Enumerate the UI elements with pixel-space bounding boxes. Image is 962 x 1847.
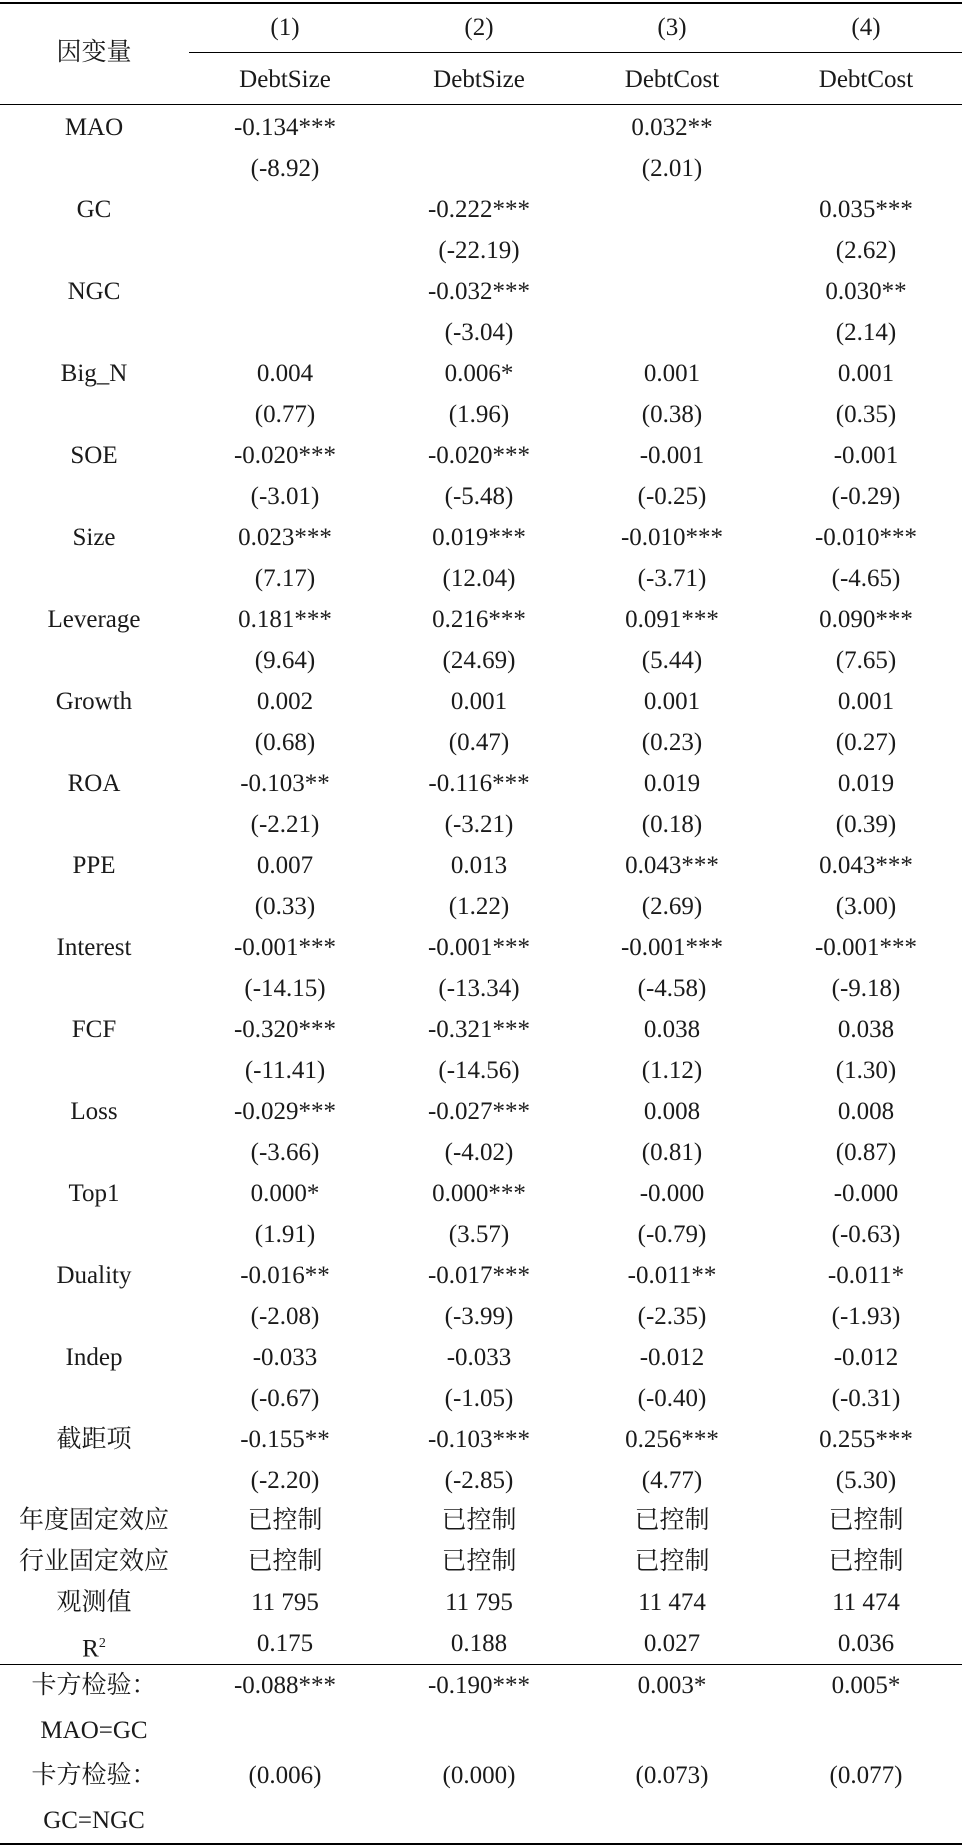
coef-value: 0.013 [450,852,508,879]
t-stat-value: (0.77) [254,401,316,428]
col-name: DebtCost [818,66,914,93]
t-stat-value: (-3.66) [250,1139,320,1166]
t-stat-value: (-4.02) [444,1139,514,1166]
t-stat-value: (-14.15) [244,975,326,1002]
t-stat-value: (0.33) [254,893,316,920]
coef-value: -0.103** [240,770,330,797]
test-value: (0.077) [829,1762,903,1789]
coef-value: -0.320*** [233,1016,337,1043]
coef-value: -0.012 [639,1344,705,1371]
t-stat-value: (-2.85) [444,1467,514,1494]
stat-label: 观测值 [56,1589,132,1616]
coef-value: -0.000 [833,1180,899,1207]
t-stat-value: (-3.99) [444,1303,514,1330]
t-stat-value: (-3.01) [250,483,320,510]
stat-value: 11 795 [251,1589,319,1616]
test-label: 卡方检验： [31,1672,157,1699]
coef-value: 0.000* [250,1180,320,1207]
t-stat-value: (-22.19) [438,237,520,264]
t-stat-value: (-8.92) [250,155,320,182]
stat-value: 已控制 [828,1507,904,1534]
coef-value: -0.155** [240,1426,330,1453]
test-value: -0.190*** [427,1672,531,1699]
t-stat-value: (9.64) [254,647,316,674]
stat-value: 0.188 [450,1630,508,1657]
row-label: Duality [56,1262,132,1289]
coef-value: -0.222*** [427,196,531,223]
test-label-hypothesis: GC=NGC [43,1807,145,1834]
header-mid-rule [189,52,962,53]
coef-value: 0.019 [837,770,895,797]
test-value: (0.073) [635,1762,709,1789]
coef-value: 0.001 [837,688,895,715]
t-stat-value: (-0.25) [637,483,707,510]
t-stat-value: (24.69) [442,647,516,674]
coef-value: 0.001 [837,360,895,387]
coef-value: 0.038 [837,1016,895,1043]
coef-value: -0.017*** [427,1262,531,1289]
t-stat-value: (-4.65) [831,565,901,592]
t-stat-value: (2.69) [641,893,703,920]
t-stat-value: (7.65) [835,647,897,674]
row-label: MAO [64,114,124,141]
stat-value: 11 474 [832,1589,900,1616]
test-value: 0.005* [831,1672,901,1699]
t-stat-value: (-3.21) [444,811,514,838]
test-label-hypothesis: MAO=GC [40,1717,148,1744]
row-label: FCF [71,1016,117,1043]
coef-value: -0.001 [833,442,899,469]
coef-value: -0.032*** [427,278,531,305]
t-stat-value: (-14.56) [438,1057,520,1084]
t-stat-value: (0.18) [641,811,703,838]
t-stat-value: (-11.41) [244,1057,326,1084]
t-stat-value: (-9.18) [831,975,901,1002]
coef-value: 0.001 [450,688,508,715]
coef-value: 0.035*** [819,196,913,223]
coef-value: -0.116*** [428,770,530,797]
stat-label: 年度固定效应 [18,1507,169,1534]
coef-value: -0.001 [639,442,705,469]
row-label: SOE [70,442,118,469]
row-label: Interest [56,934,132,961]
coef-value: 0.091*** [625,606,719,633]
row-label: Loss [70,1098,118,1125]
t-stat-value: (-0.67) [250,1385,320,1412]
coef-value: 0.030** [825,278,907,305]
test-value: (0.000) [442,1762,516,1789]
col-number: (2) [464,14,494,41]
t-stat-value: (0.39) [835,811,897,838]
coef-value: 0.001 [643,360,701,387]
col-number: (1) [270,14,300,41]
stat-value: 已控制 [247,1507,323,1534]
col-name: DebtSize [239,66,331,93]
stat-value: 已控制 [441,1507,517,1534]
coef-value: 0.043*** [819,852,913,879]
col-name: DebtSize [433,66,525,93]
coef-value: -0.011* [827,1262,905,1289]
t-stat-value: (0.47) [448,729,510,756]
row-label: ROA [67,770,121,797]
coef-value: -0.020*** [233,442,337,469]
t-stat-value: (-0.29) [831,483,901,510]
stat-value: 已控制 [634,1548,710,1575]
stat-value: 已控制 [828,1548,904,1575]
coef-value: -0.001*** [814,934,918,961]
t-stat-value: (-2.35) [637,1303,707,1330]
t-stat-value: (5.44) [641,647,703,674]
t-stat-value: (1.96) [448,401,510,428]
coef-value: -0.000 [639,1180,705,1207]
t-stat-value: (1.22) [448,893,510,920]
t-stat-value: (3.57) [448,1221,510,1248]
t-stat-value: (5.30) [835,1467,897,1494]
t-stat-value: (0.27) [835,729,897,756]
stat-value: 已控制 [441,1548,517,1575]
coef-value: 0.006* [444,360,514,387]
t-stat-value: (-3.71) [637,565,707,592]
t-stat-value: (-2.08) [250,1303,320,1330]
row-label: GC [76,196,112,223]
t-stat-value: (1.91) [254,1221,316,1248]
coef-value: 0.043*** [625,852,719,879]
t-stat-value: (-5.48) [444,483,514,510]
t-stat-value: (0.87) [835,1139,897,1166]
coef-value: 0.090*** [819,606,913,633]
row-label: Indep [65,1344,123,1371]
coef-value: 0.019 [643,770,701,797]
t-stat-value: (-1.93) [831,1303,901,1330]
coef-value: -0.027*** [427,1098,531,1125]
row-label: Leverage [47,606,141,633]
t-stat-value: (-3.04) [444,319,514,346]
stat-value: 已控制 [634,1507,710,1534]
stat-value: 已控制 [247,1548,323,1575]
row-label: NGC [67,278,121,305]
coef-value: 0.001 [643,688,701,715]
coef-value: -0.010*** [620,524,724,551]
row-label: Size [72,524,116,551]
bottom-rule [0,1843,962,1845]
t-stat-value: (0.68) [254,729,316,756]
stats-bottom-rule [0,1664,962,1665]
t-stat-value: (1.30) [835,1057,897,1084]
coef-value: -0.033 [252,1344,318,1371]
t-stat-value: (-1.05) [444,1385,514,1412]
top-rule [0,2,962,4]
stat-value: 0.036 [837,1630,895,1657]
t-stat-value: (4.77) [641,1467,703,1494]
test-label: 卡方检验： [31,1762,157,1789]
test-value: 0.003* [637,1672,707,1699]
coef-value: -0.134*** [233,114,337,141]
coef-value: -0.001*** [427,934,531,961]
t-stat-value: (0.35) [835,401,897,428]
row-label: Top1 [68,1180,120,1207]
coef-value: 0.216*** [432,606,526,633]
coef-value: 0.008 [837,1098,895,1125]
coef-value: 0.181*** [238,606,332,633]
row-label: 截距项 [56,1426,132,1453]
coef-value: -0.016** [240,1262,330,1289]
coef-value: 0.002 [256,688,314,715]
row-label: PPE [72,852,116,879]
t-stat-value: (0.23) [641,729,703,756]
coef-value: 0.007 [256,852,314,879]
coef-value: 0.038 [643,1016,701,1043]
col-number: (4) [851,14,881,41]
t-stat-value: (7.17) [254,565,316,592]
dep-var-label: 因变量 [56,39,132,66]
coef-value: -0.012 [833,1344,899,1371]
t-stat-value: (-0.63) [831,1221,901,1248]
col-name: DebtCost [624,66,720,93]
coef-value: -0.011** [627,1262,717,1289]
coef-value: 0.000*** [432,1180,526,1207]
test-value: -0.088*** [233,1672,337,1699]
coef-value: -0.029*** [233,1098,337,1125]
t-stat-value: (-13.34) [438,975,520,1002]
coef-value: 0.256*** [625,1426,719,1453]
coef-value: 0.004 [256,360,314,387]
t-stat-value: (1.12) [641,1057,703,1084]
t-stat-value: (2.01) [641,155,703,182]
test-value: (0.006) [248,1762,322,1789]
stat-value: 0.175 [256,1630,314,1657]
t-stat-value: (0.81) [641,1139,703,1166]
coef-value: -0.001*** [233,934,337,961]
coef-value: 0.032** [631,114,713,141]
t-stat-value: (3.00) [835,893,897,920]
row-label: Big_N [60,360,128,387]
stat-value: 11 795 [445,1589,513,1616]
t-stat-value: (-0.40) [637,1385,707,1412]
coef-value: 0.008 [643,1098,701,1125]
coef-value: -0.033 [446,1344,512,1371]
coef-value: 0.023*** [238,524,332,551]
row-label: Growth [55,688,133,715]
stat-value: 0.027 [643,1630,701,1657]
t-stat-value: (0.38) [641,401,703,428]
coef-value: -0.103*** [427,1426,531,1453]
coef-value: 0.019*** [432,524,526,551]
coef-value: -0.321*** [427,1016,531,1043]
stat-value: 11 474 [638,1589,706,1616]
t-stat-value: (-2.21) [250,811,320,838]
t-stat-value: (12.04) [442,565,516,592]
t-stat-value: (-0.79) [637,1221,707,1248]
stat-label: $R^2$ [82,1635,106,1663]
t-stat-value: (-4.58) [637,975,707,1002]
t-stat-value: (-0.31) [831,1385,901,1412]
coef-value: -0.010*** [814,524,918,551]
header-bottom-rule [0,104,962,105]
stat-label: 行业固定效应 [18,1548,169,1575]
coef-value: -0.020*** [427,442,531,469]
t-stat-value: (-2.20) [250,1467,320,1494]
coef-value: -0.001*** [620,934,724,961]
t-stat-value: (2.14) [835,319,897,346]
t-stat-value: (2.62) [835,237,897,264]
coef-value: 0.255*** [819,1426,913,1453]
col-number: (3) [657,14,687,41]
